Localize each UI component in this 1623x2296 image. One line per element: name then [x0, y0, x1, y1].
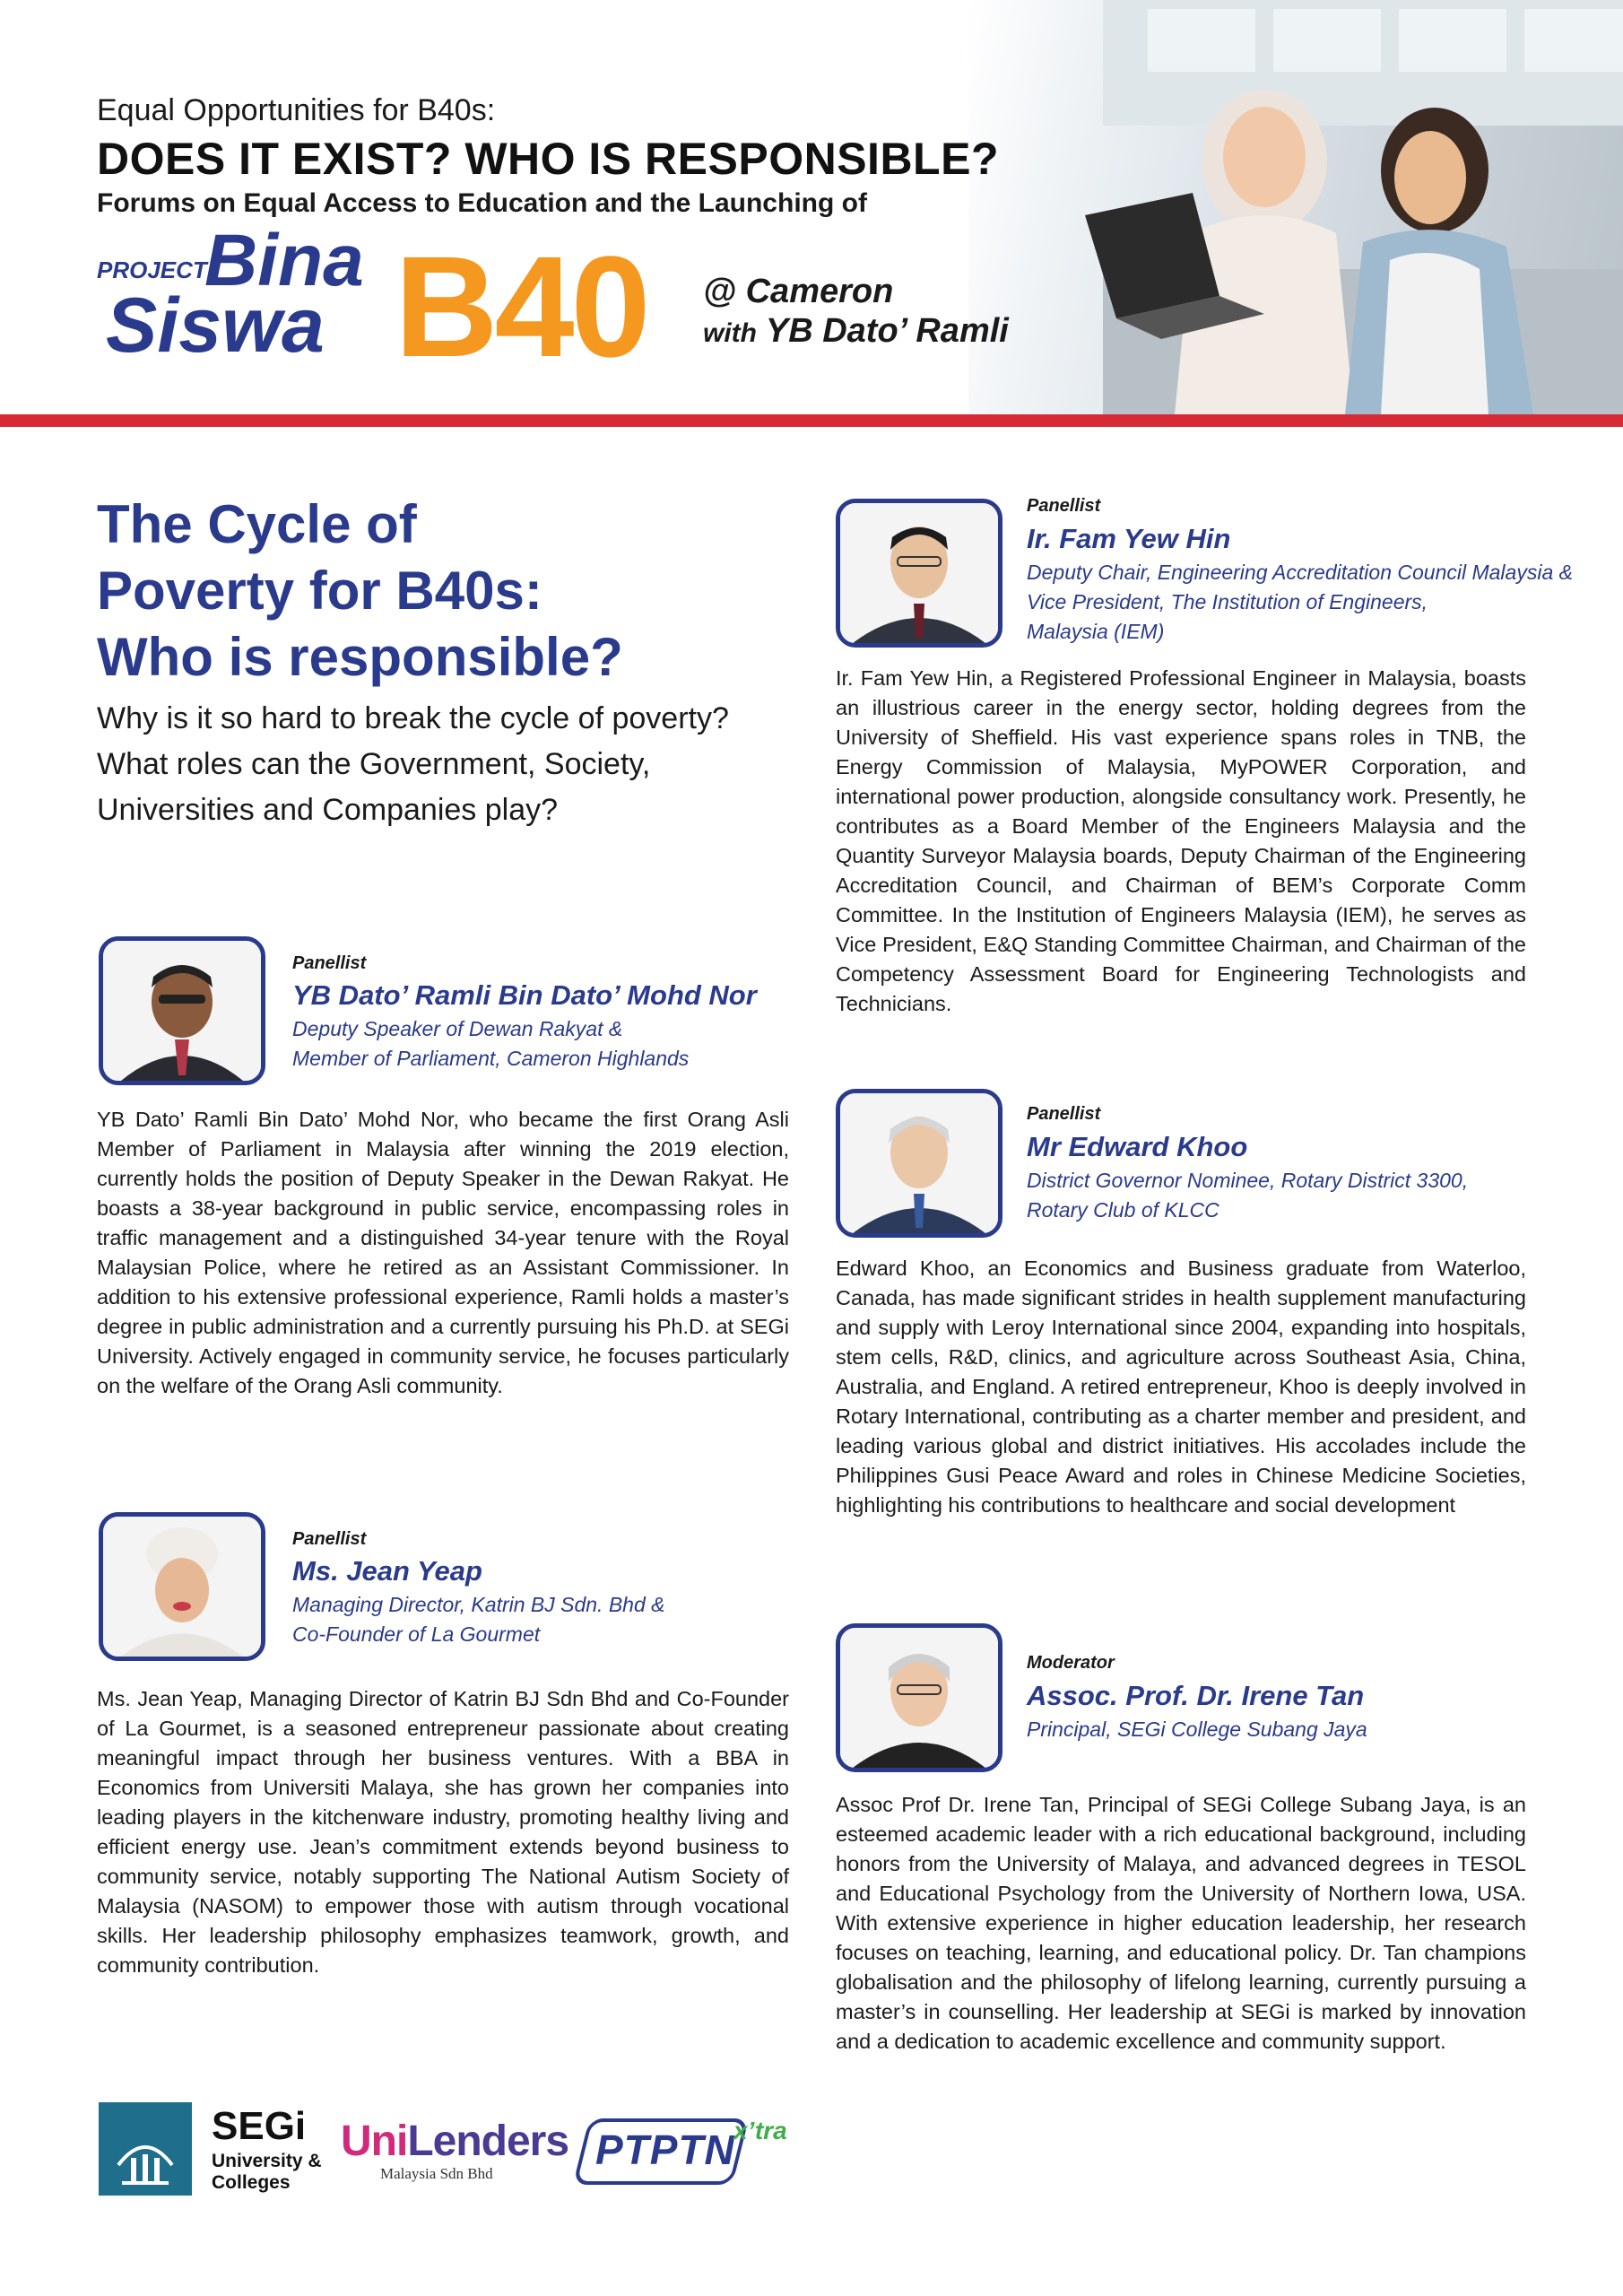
role-tag: Moderator: [1027, 1653, 1115, 1673]
person-title-line: Rotary Club of KLCC: [1027, 1198, 1219, 1222]
person-title: [292, 1590, 794, 1649]
person-bio: Assoc Prof Dr. Irene Tan, Principal of SEGi College Subang Jaya, is an esteemed academic leader with a rich educational background, including honors from the University of Malaya, and advanced degrees in TESOL and Educational Psychology from the University of Northern Iowa, USA. With extensive experience in higher education leadership, her research focuses on teaching, learning, and educational policy. Dr. Tan champions globalisation and the philosophy of lifelong learning, currently pursuing a master’s in counselling. Her leadership at SEGi is marked by innovation and a dedication to academic excellence and community support.: [836, 1793, 1526, 2053]
person-name: Mr Edward Khoo: [1027, 1131, 1248, 1162]
students-illustration: [968, 0, 1623, 414]
person-name: YB Dato’ Ramli Bin Dato’ Mohd Nor: [292, 979, 757, 1011]
person-title-line: Managing Director, Katrin BJ Sdn. Bhd &: [292, 1593, 665, 1616]
person-title-line: Deputy Speaker of Dewan Rakyat &: [292, 1017, 623, 1040]
person-title-line: Principal, SEGi College Subang Jaya: [1027, 1718, 1367, 1741]
person-bio: YB Dato’ Ramli Bin Dato’ Mohd Nor, who became the first Orang Asli Member of Parliament in Malaysia after winning the 2019 election, currently holds the position of Deputy Speaker in the Dewan Rakyat. He boasts a 38-year background in public service, encompassing roles in traffic management and a distinguished 34-year tenure with the Royal Malaysian Police, where he retired as an Assistant Commissioner. In addition to his extensive professional experience, Ramli holds a master’s degree in public administration and a currently pursuing his Ph.D. at SEGi University. Actively engaged in community service, he focuses particularly on the welfare of the Orang Asli community.: [97, 1108, 789, 1397]
forums-subtitle: Forums on Equal Access to Education and the Launching of: [97, 188, 867, 218]
person-bio: Ir. Fam Yew Hin, a Registered Professional Engineer in Malaysia, boasts an illustrious career in the energy sector, holding degrees from the University of Sheffield. His vast experience spans roles in TNB, the Energy Commission of Malaysia, MyPOWER Corporation, and international power production, alongside consultancy work. Presently, he contributes as a Board Member of the Engineers Malaysia and the Quantity Surveyor Malaysia boards, Deputy Chairman of the Engineering Accreditation Council, and Chairman of BEM’s Corporate Comm Committee. In the Institution of Engineers Malaysia (IEM), he serves as Vice President, E&Q Standing Committee Chairman, and Chairman of the Competency Assessment Board for Engineering Technologists and Technicians.: [836, 666, 1526, 1015]
segi-logo-text: SEGi: [212, 2104, 307, 2148]
topic-title-line: Poverty for B40s:: [97, 561, 542, 621]
logo-project-word: PROJECT: [97, 257, 207, 283]
logo-bina-word: Bina: [204, 220, 364, 301]
ptptn-logo-text: PTPTN: [595, 2126, 735, 2173]
topic-questions: [97, 696, 814, 833]
person-title-line: Vice President, The Institution of Engineers,: [1027, 590, 1428, 613]
person-title-line: Malaysia (IEM): [1027, 620, 1165, 643]
unilenders-lenders: Lenders: [407, 2118, 569, 2165]
guest-name: YB Dato’ Ramli: [765, 312, 1009, 350]
person-title: [292, 1014, 794, 1074]
person-title-line: Deputy Chair, Engineering Accreditation Council Malaysia &: [1027, 561, 1573, 584]
topic-title-line: Who is responsible?: [97, 627, 623, 687]
topic-title: [97, 491, 778, 691]
hero-photo-students: [968, 0, 1623, 414]
role-tag: Panellist: [292, 953, 367, 973]
portrait-ramli: [99, 936, 265, 1085]
portrait-fam-yew-hin: [836, 499, 1002, 648]
segi-logo-mark: [99, 2102, 192, 2196]
person-title: [1027, 558, 1583, 647]
unilenders-uni: Uni: [341, 2118, 408, 2165]
person-bio: Edward Khoo, an Economics and Business graduate from Waterloo, Canada, has made significant strides in health supplement manufacturing and supply with Leroy International since 2004, expanding into hospitals, stem cells, R&D, clinics, and agriculture across Southeast Asia, China, Australia, and England. A retired entrepreneur, Khoo is deeply involved in Rotary International, contributing as a charter member and president, and leading various global and district initiatives. His accolades include the Philippines Gusi Peace Award and roles in Chinese Medicine Societies, highlighting his contributions to healthcare and social development: [836, 1257, 1526, 1517]
role-tag: Panellist: [292, 1529, 367, 1549]
red-divider-bar: [0, 414, 1623, 427]
person-title-line: Co-Founder of La Gourmet: [292, 1622, 541, 1646]
logo-siswa-word: Siswa: [106, 283, 325, 369]
person-title-line: District Governor Nominee, Rotary District 3300,: [1027, 1169, 1469, 1192]
topic-question-line: What roles can the Government, Society,: [97, 747, 651, 781]
topic-title-line: The Cycle of: [97, 494, 417, 554]
role-tag: Panellist: [1027, 1104, 1101, 1124]
unilenders-subtitle: Malaysia Sdn Bhd: [380, 2165, 493, 2182]
person-bio: Ms. Jean Yeap, Managing Director of Katrin BJ Sdn Bhd and Co-Founder of La Gourmet, is a seasoned entrepreneur passionate about creating meaningful impact through her business ventures. With a BBA in Economics from Universiti Malaya, she has grown her companies into leading players in the kitchenware industry, promoting healthy living and efficient energy use. Jean’s commitment extends beyond business to community service, notably supporting The National Autism Society of Malaysia (NASOM) to empower those with autism through vocational skills. Her leadership philosophy emphasizes teamwork, growth, and community contribution.: [97, 1687, 789, 1977]
person-title: [1027, 1166, 1583, 1225]
segi-logo-subtitle: [212, 2151, 322, 2194]
person-title-line: Member of Parliament, Cameron Highlands: [292, 1047, 690, 1070]
portrait-irene-tan: [836, 1623, 1002, 1772]
person-name: Ir. Fam Yew Hin: [1027, 523, 1231, 554]
eyebrow-text: Equal Opportunities for B40s:: [97, 93, 496, 127]
headline: DOES IT EXIST? WHO IS RESPONSIBLE?: [97, 134, 999, 184]
portrait-edward-khoo: [836, 1089, 1002, 1238]
role-tag: Panellist: [1027, 496, 1101, 516]
segi-sub-line: University &: [212, 2151, 322, 2171]
person-title: [1027, 1715, 1583, 1744]
with-guest-text: [703, 312, 1009, 351]
header-banner: [0, 0, 1623, 422]
with-word: with: [703, 318, 757, 348]
unilenders-logo: [341, 2117, 568, 2166]
person-name: Assoc. Prof. Dr. Irene Tan: [1027, 1680, 1365, 1711]
topic-question-line: Why is it so hard to break the cycle of poverty?: [97, 701, 729, 735]
topic-question-line: Universities and Companies play?: [97, 793, 559, 827]
segi-sub-line: Colleges: [212, 2172, 291, 2193]
portrait-jean-yeap: [99, 1512, 265, 1661]
ptptn-xtra-text: x’tra: [733, 2117, 787, 2144]
logo-b40-word: B40: [395, 226, 647, 387]
venue-text: @ Cameron: [703, 273, 894, 310]
person-name: Ms. Jean Yeap: [292, 1555, 482, 1587]
